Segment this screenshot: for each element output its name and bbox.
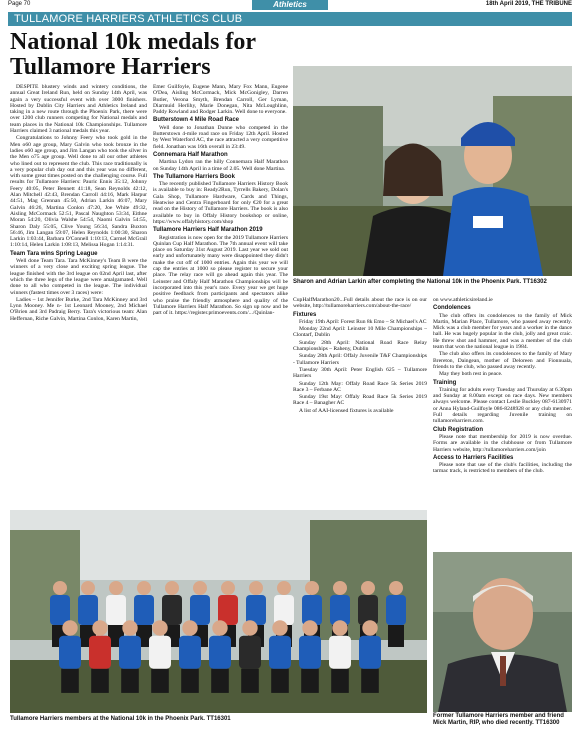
headline: National 10k medals for Tullamore Harriers — [10, 29, 256, 80]
registration-paragraph: Please note that membership for 2019 is now overdue. Forms are available in the clubhouse or from Tullamore Harriers website, http://tullamoreharriers.com/join — [433, 433, 572, 453]
runner-head — [53, 581, 67, 595]
race-details: CupHalfMarathon20...Full details about the race is on our website, http://tullamoreharriers.com/about-the-race/ — [293, 297, 427, 310]
runner-body — [179, 636, 201, 669]
fixture-item: Monday 22nd April: Leinster 10 Mile Championships – Clontarf, Dublin — [293, 326, 427, 339]
portrait-photo — [433, 552, 572, 712]
runner-body — [162, 595, 182, 625]
condolences-heading: Condolences — [433, 305, 471, 312]
runner-head — [362, 620, 377, 635]
facilities-heading: Access to Harriers Facilities — [433, 454, 514, 461]
runner-body — [274, 595, 294, 625]
runner-head — [165, 581, 179, 595]
runner-head — [277, 581, 291, 595]
fixture-item: Sunday 28th April: Offaly Juvenile T&F Championships - Tullamore Harriers — [293, 353, 427, 366]
runner-body — [89, 636, 111, 669]
group-photo — [10, 510, 427, 713]
column-3 — [293, 297, 427, 507]
butterstown-paragraph: Well done to Jonathan Dunne who competed in the Butterstown 4-mile road race on Friday 12th April. Hosted by West Waterford AC, the race attracted a very competitive field. Jonathan was 16th overall in 23:49. — [153, 124, 288, 150]
fixture-item: Sunday 12th May: Offaly Road Race 5k Series 2019 Race 3 – Ferbane AC — [293, 380, 427, 393]
runner-body — [329, 636, 351, 669]
fixture-item: Sunday 28th April: National Road Race Relay Championships – Raheny, Dublin — [293, 339, 427, 353]
butterstown-heading: Butterstown 4 Mile Road Race — [153, 117, 240, 124]
runner-head — [333, 581, 347, 595]
fixture-item: Tuesday 30th April: Peter English 625 – Tullamore Harriers — [293, 366, 427, 380]
runner-head — [305, 581, 319, 595]
results-paragraph: Congratulations to Johnny Feery who took gold in the Men o60 age group, Mary Galvin who took bronze in the ladies o60 age group, and Jim Langan who took the silver in the Men o75 age group. Well done to all our other athletes who lined out to represent the club. This race traditionally is a very popular club day out and this year was no different, with some great times posted on the challenging course. Full results for Tullamore Harriers: Pauric Ennis 35:12, Johnny Feery 40:05, Peter Bennett 41:18, Sean Reynolds 42:12, Alan Mitchell 42:43, Brendan Carroll 44:16, Mark Harpur 44:51, Mag Grennan 45:50, Adrian Larkin 46:07, Mary Galvin 46:26, Martina Conlon 47:20, Joe White 49:32, Aisling McCormack 52:51, Pascal Naughton 53:34, Eithne Moran 54:20, Olivia Walshe 54:54, Naomi Galvin 54:55, Sharon Daly 55:05, Clive Young 56:34, Sandra Buxton 56:46, Jim Langan 59:07, Helen Reynolds 1:00:30, Sharon Larkin 1:03:44, Barbara O'Connell 1:10:13, Carmel McGrail 1:10:14, Helen Larkin 1:08:13, Melissa Hogan 1:14:31. — [10, 135, 147, 249]
team-tara-winners: Ladies – 1st Jennifer Burke, 2nd Tara McKinney and 3rd Lynn Mooney. Me n- 1st Leonard Mooney, 2nd Michael O'Brien and 3rd Padraig Berry. Tara's victorious team: Alan Heffernan, Riche Galvin, Martina Conlon, Karen Martin, — [10, 296, 147, 322]
runner-body — [209, 636, 231, 669]
team-tara-heading: Team Tara wins Spring League — [10, 250, 98, 257]
column-1 — [10, 84, 147, 504]
runner-body — [134, 595, 154, 625]
book-heading: The Tullamore Harriers Book — [153, 173, 235, 180]
fixture-item: Sunday 19st May: Offaly Road Race 5k Series 2019 Race 4 – Banagher AC — [293, 394, 427, 407]
facilities-paragraph: Please note that use of the club's facilities, including the tarmac track, is restricted to members of the club. — [433, 462, 572, 475]
fixture-item: A list of AAI-licensed fixtures is available — [299, 407, 394, 414]
runner-body — [119, 636, 141, 669]
runner-head — [249, 581, 263, 595]
club-banner: TULLAMORE HARRIERS ATHLETICS CLUB — [8, 12, 572, 26]
runner-head — [137, 581, 151, 595]
runner-legs — [151, 669, 169, 693]
group-photo-caption: Tullamore Harriers members at the National 10k in the Phoenix Park. TT16301 — [10, 716, 231, 722]
runner-head — [81, 581, 95, 595]
runner-body — [190, 595, 210, 625]
registration-heading: Club Registration — [433, 426, 484, 433]
runner-legs — [61, 669, 79, 693]
runner-head — [109, 581, 123, 595]
connemara-heading: Connemara Half Marathon — [153, 151, 228, 158]
runner-legs — [361, 669, 379, 693]
column-4 — [433, 297, 572, 547]
page-number: Page 70 — [8, 1, 31, 7]
runner-head — [152, 620, 167, 635]
runner-head — [361, 581, 375, 595]
runner-body — [50, 595, 70, 625]
runner-head — [389, 581, 403, 595]
fixture-item: Friday 19th April: Forest Run 8k Emo – St Michael's AC — [299, 318, 427, 325]
runner-body — [239, 636, 261, 669]
group-photo-image — [10, 510, 427, 713]
book-paragraph: The recently published Tullamore Harriers History Book is available to buy in: Ready2Run, Tyrrells Bakery, Dolan's Gala Shop, Tullamore Hardware, Cards and Things, Heatwise and Centra Fingerboard for only €20 for a great read on the History of Tullamore Harriers. The book is also available to buy in Offaly History bookshop or online, https://www.offalyhistory.com/shop — [153, 181, 288, 225]
portrait-photo-caption: Former Tullamore Harriers member and friend Mick Martin, RIP, who died recently. TT16300 — [433, 713, 564, 726]
larkin-photo — [293, 66, 572, 276]
runner-head — [92, 620, 107, 635]
section-tab: Athletics — [252, 0, 328, 10]
larkin-photo-caption: Sharon and Adrian Larkin after completing the National 10k in the Phoenix Park. TT16302 — [293, 279, 547, 285]
column-2 — [153, 84, 288, 504]
runner-body — [149, 636, 171, 669]
runner-legs — [181, 669, 199, 693]
runner-head — [193, 581, 207, 595]
fixtures-website: on www.athleticsireland.ie — [433, 297, 493, 303]
runner-body — [106, 595, 126, 625]
larkin-photo-image — [293, 66, 572, 276]
condolences-paragraph: The club offers its condolences to the family of Mick Martin, Marian Place, Tullamore, who passed away recently. Mick was a club member for years and a worker in the dance hall. He was hugely popular in the club, jolly and great craic. He threw shot and hammer, and was a member of the club team that won the national league in 1984. — [433, 312, 572, 351]
condolences-paragraph: The club also offers its condolences to the family of Mary Brereton, Daingean, mother of Deloreen and Fionnuala, friends to the club, who passed away recently. — [433, 351, 572, 370]
runner-body — [359, 636, 381, 669]
intro-paragraph: DESPITE blustery winds and wintery conditions, the annual Great Ireland Run, held on Sunday 14th April, was again a very successful event with over 3000 finishers. Hosted by Dublin City Harriers and Athletics Ireland and taking in a new route through the Phoenix Park, there were over 1200 club runners competing for National medals and team places in the National 10k Championships. Tullamore Harriers claimed 3 national medals this year. — [10, 84, 147, 135]
runner-head — [221, 581, 235, 595]
runner-head — [62, 620, 77, 635]
runner-legs — [121, 669, 139, 693]
team-members: Emer Guilfoyle, Eugene Mann, Mary Fox Mann, Eugene O'Dea, Aisling McCormack, Mick McGonigley, Darren Butler, Verona Smyth, Brendan Carroll, Ger Lyman, Diarmuid Herlihy, Marie Donegan, Nita McLoughlinn, Paddy Rowland and Rodger Larkin. Well done to everyone. — [153, 84, 288, 116]
runner-head — [122, 620, 137, 635]
runner-body — [78, 595, 98, 625]
runner-head — [212, 620, 227, 635]
portrait-photo-image — [433, 552, 572, 712]
runner-head — [182, 620, 197, 635]
runner-head — [242, 620, 257, 635]
condolences-paragraph: May they both rest in peace. — [439, 371, 503, 378]
runner-head — [332, 620, 347, 635]
training-heading: Training — [433, 379, 457, 386]
issue-date: 18th April 2019, THE TRIBUNE — [485, 1, 572, 7]
runner-legs — [388, 625, 404, 647]
fixtures-heading: Fixtures — [293, 311, 317, 318]
runner-body — [358, 595, 378, 625]
runner-body — [302, 595, 322, 625]
runner-head — [272, 620, 287, 635]
half-marathon-paragraph: Registration is now open for the 2019 Tullamore Harriers Quinlan Cup Half Marathon. The 7th annual event will take place on Saturday 31st August 2019. Last year we sold out early and unfortunately many were disappointed they didn't make the cut off of 1000 entries. Again this year we will cap the entries at 1000 so please register to secure your place. The relay race will go ahead again this year. The Leinster and Offaly Half Marathon Championships will be incorporated into this year's race. Every year we get huge positive feedback from participants and spectators alike who praise the friendly atmosphere and quality of the Tullamore Harriers Half Marathon. So sign up now and be part of it. https://register.primoevents.com/.../Quinlan- — [153, 234, 288, 317]
runner-body — [269, 636, 291, 669]
runner-body — [59, 636, 81, 669]
half-marathon-heading: Tullamore Harriers Half Marathon 2019 — [153, 227, 263, 234]
runner-legs — [211, 669, 229, 693]
team-tara-paragraph: Well done Team Tara. Tara McKinney's Team B were the winners of a very close and exciting spring league. The league finished with the 3rd league on 02nd April last, after which the three legs of the league were amalgamated. Well done to all who competed in the league. The individual winners (fastest times over 3 races) were: — [10, 258, 147, 296]
training-paragraph: Training for adults every Tuesday and Thursday at 6.30pm and Sunday at 8.00am except on race days. New members always welcome. Please contact Leslie Buckley 087-6130971 or Anna Hyland-Guilfoyle 086-8248928 or any club member. Full details regarding Juvenile training on tullamoreharriers.com. — [433, 386, 572, 425]
runner-body — [299, 636, 321, 669]
runner-legs — [91, 669, 109, 693]
runner-body — [386, 595, 406, 625]
runner-legs — [241, 669, 259, 693]
runner-legs — [331, 669, 349, 693]
connemara-paragraph: Martina Lydon ran the hilly Connemara Half Marathon on Sunday 14th April in a time of 2.05. Well done Martina. — [153, 159, 288, 172]
runner-legs — [301, 669, 319, 693]
runner-legs — [271, 669, 289, 693]
runner-head — [302, 620, 317, 635]
page-header — [0, 0, 580, 10]
